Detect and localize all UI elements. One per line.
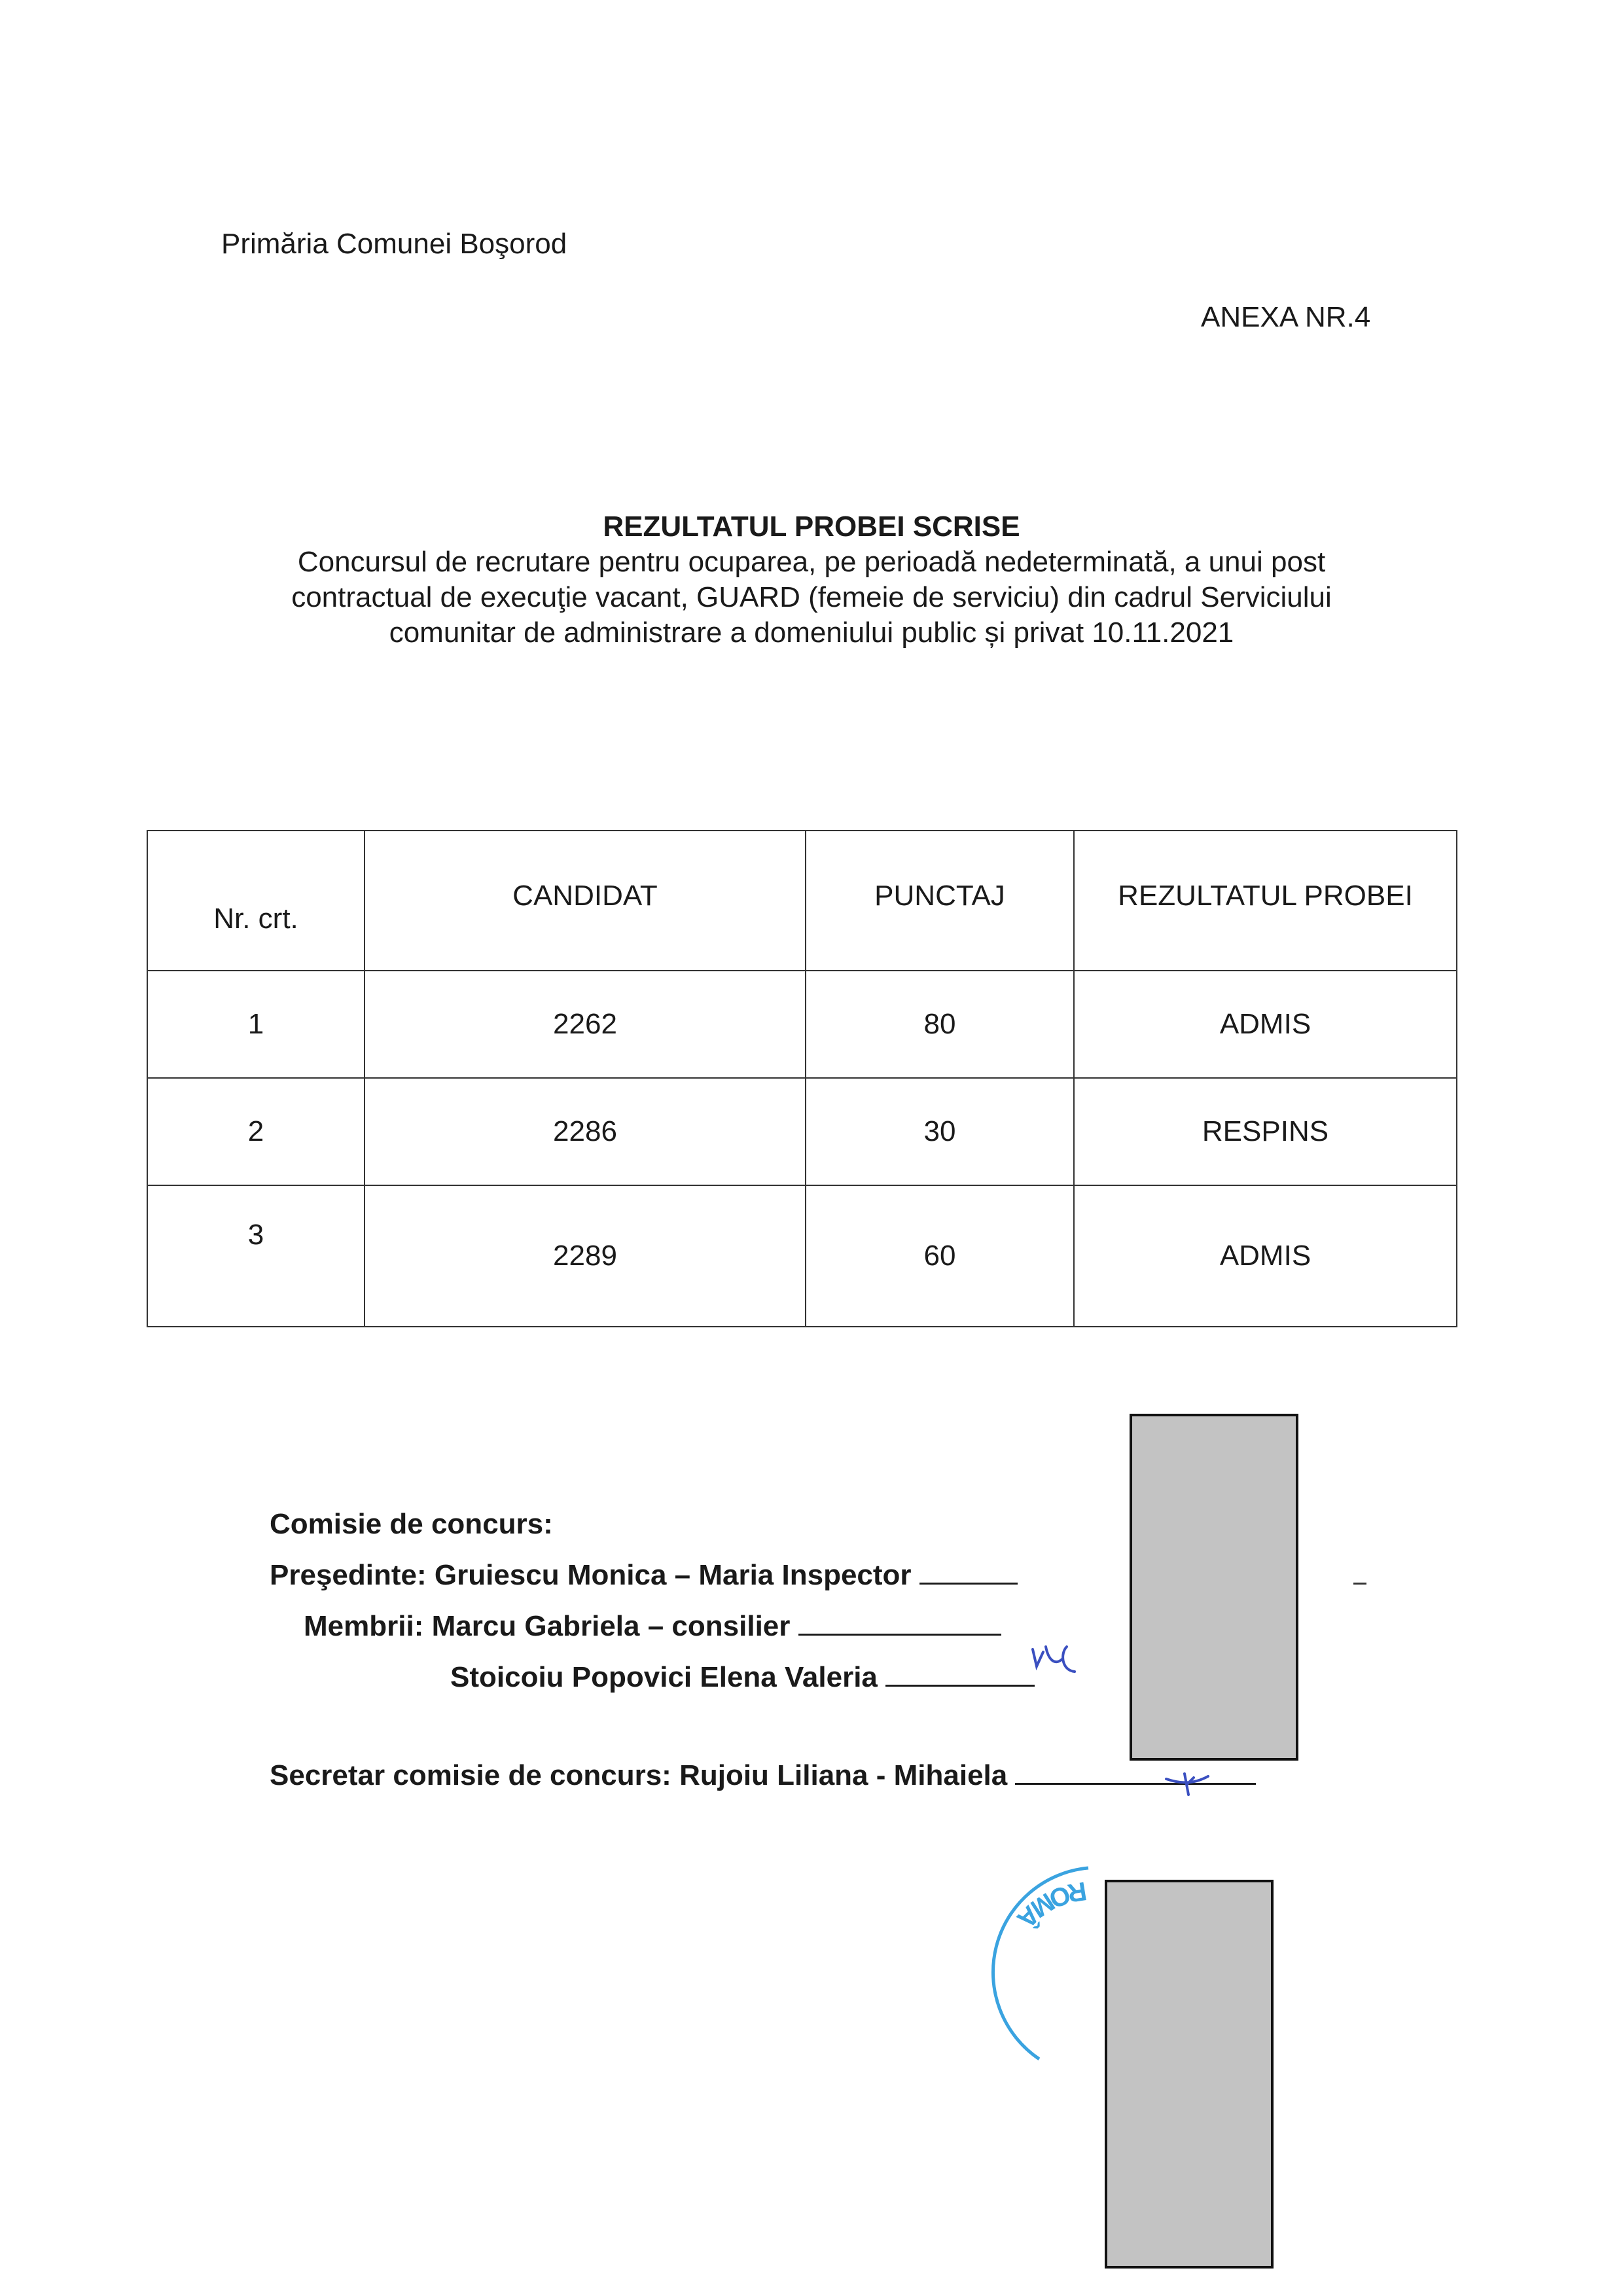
- subtitle-line-1: Concursul de recrutare pentru ocuparea, pe perioadă nedeterminată, a unui post: [297, 546, 1326, 578]
- secretary-name: Rujoiu Liliana - Mihaiela: [679, 1759, 1008, 1791]
- committee-heading: Comisie de concurs:: [270, 1508, 553, 1540]
- secretary-line: [270, 1759, 1256, 1792]
- redacted-box: [1105, 1880, 1274, 2269]
- secretary-label: Secretar comisie de concurs:: [270, 1759, 671, 1791]
- cell-candidate: 2262: [365, 971, 806, 1078]
- stamp-text: ROMÂ: [1011, 1876, 1089, 1934]
- member2-name: Stoicoiu Popovici Elena Valeria: [450, 1661, 878, 1693]
- member1-signature-line: [798, 1614, 1001, 1636]
- header-result: REZULTATUL PROBEI: [1074, 831, 1457, 971]
- document-title: REZULTATUL PROBEI SCRISE: [603, 511, 1020, 543]
- secretary-signature-line: [1015, 1763, 1256, 1785]
- handwritten-signature: [1029, 1640, 1081, 1679]
- cell-score: 80: [806, 971, 1074, 1078]
- institution-name: Primăria Comunei Boşorod: [221, 228, 567, 260]
- dash-mark: [1353, 1583, 1366, 1585]
- table-header-row: [147, 831, 1457, 971]
- committee-block: [270, 1499, 1035, 1703]
- header-candidate: CANDIDAT: [365, 831, 806, 971]
- cell-nr: 1: [147, 971, 365, 1078]
- redacted-box: [1130, 1414, 1298, 1761]
- member1-line: [270, 1601, 1035, 1652]
- president-signature-line: [919, 1563, 1018, 1585]
- members-label: Membrii:: [304, 1610, 424, 1642]
- title-block: [196, 509, 1427, 651]
- annex-number: ANEXA NR.4: [1201, 301, 1371, 333]
- cell-candidate: 2289: [365, 1185, 806, 1327]
- table-row: [147, 971, 1457, 1078]
- handwritten-signature: [1165, 1771, 1211, 1797]
- president-line: [270, 1550, 1035, 1601]
- header-score: PUNCTAJ: [806, 831, 1074, 971]
- subtitle-line-2: contractual de execuţie vacant, GUARD (femeie de serviciu) din cadrul Serviciului: [291, 581, 1332, 613]
- header-nr: Nr. crt.: [147, 831, 365, 971]
- member2-line: [270, 1652, 1035, 1703]
- cell-nr: 3: [147, 1185, 365, 1327]
- table-row: [147, 1078, 1457, 1185]
- table-row: [147, 1185, 1457, 1327]
- member2-signature-line: [885, 1665, 1035, 1687]
- cell-score: 30: [806, 1078, 1074, 1185]
- svg-text:ROMÂ: [1011, 1876, 1088, 1934]
- official-stamp: [974, 1856, 1092, 2066]
- president-label: Preşedinte:: [270, 1559, 427, 1591]
- cell-result: ADMIS: [1074, 1185, 1457, 1327]
- cell-result: RESPINS: [1074, 1078, 1457, 1185]
- results-table: [147, 830, 1457, 1327]
- member1-name: Marcu Gabriela – consilier: [431, 1610, 791, 1642]
- cell-result: ADMIS: [1074, 971, 1457, 1078]
- cell-nr: 2: [147, 1078, 365, 1185]
- cell-candidate: 2286: [365, 1078, 806, 1185]
- cell-score: 60: [806, 1185, 1074, 1327]
- president-name: Gruiescu Monica – Maria Inspector: [434, 1559, 912, 1591]
- subtitle-line-3: comunitar de administrare a domeniului public și privat 10.11.2021: [389, 617, 1234, 649]
